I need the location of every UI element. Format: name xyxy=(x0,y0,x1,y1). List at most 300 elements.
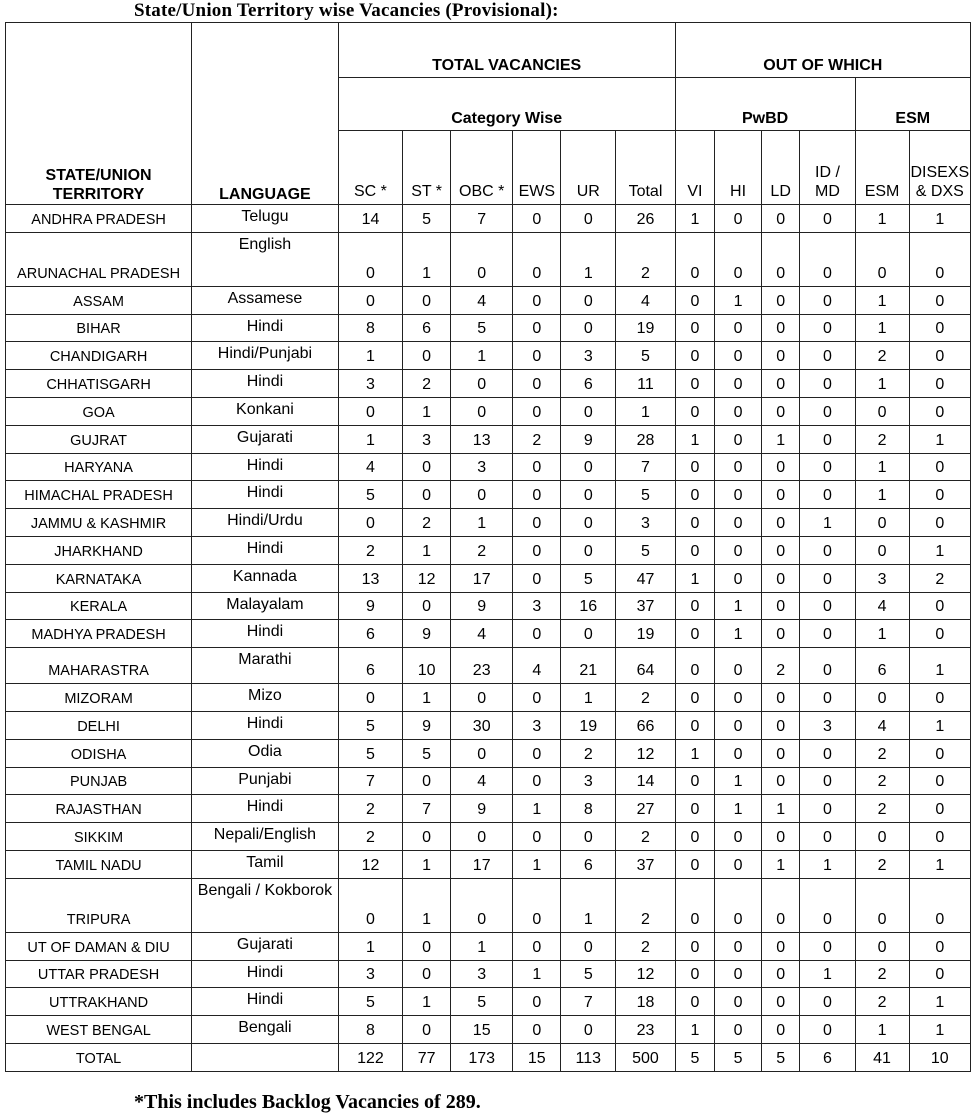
value-cell: 1 xyxy=(761,425,799,453)
value-cell: 0 xyxy=(675,509,715,537)
value-cell: 0 xyxy=(761,205,799,233)
value-cell: 0 xyxy=(855,684,909,712)
value-cell: 0 xyxy=(338,878,402,932)
value-cell: 7 xyxy=(561,988,616,1016)
value-cell: 9 xyxy=(338,592,402,620)
value-cell: 0 xyxy=(675,850,715,878)
state-cell: ARUNACHAL PRADESH xyxy=(6,232,192,286)
value-cell: 1 xyxy=(855,481,909,509)
value-cell: 1 xyxy=(715,767,762,795)
value-cell: 0 xyxy=(715,684,762,712)
value-cell: 0 xyxy=(513,739,561,767)
value-cell: 1 xyxy=(675,1016,715,1044)
language-cell: Malayalam xyxy=(192,592,339,620)
state-cell: UTTRAKHAND xyxy=(6,988,192,1016)
value-cell: 9 xyxy=(451,592,513,620)
value-cell: 0 xyxy=(513,988,561,1016)
value-cell: 2 xyxy=(855,850,909,878)
value-cell: 0 xyxy=(715,425,762,453)
language-cell: Odia xyxy=(192,739,339,767)
value-cell: 3 xyxy=(338,960,402,988)
table-row xyxy=(6,592,971,620)
value-cell: 0 xyxy=(675,960,715,988)
value-cell: 0 xyxy=(675,648,715,684)
value-cell: 3 xyxy=(451,453,513,481)
value-cell: 5 xyxy=(675,1043,715,1071)
value-cell: 0 xyxy=(561,286,616,314)
value-cell: 1 xyxy=(909,205,970,233)
value-cell: 0 xyxy=(675,620,715,648)
value-cell: 5 xyxy=(761,1043,799,1071)
value-cell: 27 xyxy=(616,795,675,823)
value-cell: 0 xyxy=(761,739,799,767)
value-cell: 10 xyxy=(403,648,451,684)
value-cell: 0 xyxy=(715,878,762,932)
value-cell: 2 xyxy=(561,739,616,767)
language-cell: Mizo xyxy=(192,684,339,712)
table-row xyxy=(6,205,971,233)
language-cell: Assamese xyxy=(192,286,339,314)
language-cell: Hindi xyxy=(192,314,339,342)
value-cell: 4 xyxy=(855,711,909,739)
value-cell: 1 xyxy=(616,397,675,425)
column-header: LD xyxy=(761,131,799,205)
state-cell: MADHYA PRADESH xyxy=(6,620,192,648)
value-cell: 1 xyxy=(909,425,970,453)
value-cell: 0 xyxy=(675,795,715,823)
value-cell: 9 xyxy=(403,620,451,648)
value-cell: 1 xyxy=(909,850,970,878)
value-cell: 0 xyxy=(715,342,762,370)
value-cell: 1 xyxy=(403,397,451,425)
column-header: VI xyxy=(675,131,715,205)
value-cell: 0 xyxy=(761,1016,799,1044)
value-cell: 1 xyxy=(715,592,762,620)
value-cell: 0 xyxy=(909,684,970,712)
value-cell: 1 xyxy=(675,739,715,767)
value-cell: 21 xyxy=(561,648,616,684)
value-cell: 0 xyxy=(513,823,561,851)
language-cell: Hindi xyxy=(192,453,339,481)
value-cell: 0 xyxy=(909,342,970,370)
value-cell: 0 xyxy=(715,205,762,233)
value-cell: 0 xyxy=(800,988,855,1016)
value-cell: 1 xyxy=(855,314,909,342)
language-cell: Hindi/Urdu xyxy=(192,509,339,537)
column-header: Total xyxy=(616,131,675,205)
value-cell: 11 xyxy=(616,370,675,398)
value-cell: 1 xyxy=(855,1016,909,1044)
value-cell: 0 xyxy=(403,453,451,481)
value-cell: 8 xyxy=(561,795,616,823)
value-cell: 17 xyxy=(451,850,513,878)
value-cell: 0 xyxy=(675,370,715,398)
value-cell: 0 xyxy=(513,564,561,592)
value-cell: 3 xyxy=(513,592,561,620)
language-cell: Konkani xyxy=(192,397,339,425)
value-cell: 0 xyxy=(800,232,855,286)
state-cell: UTTAR PRADESH xyxy=(6,960,192,988)
value-cell: 6 xyxy=(561,370,616,398)
value-cell: 0 xyxy=(761,620,799,648)
total-row xyxy=(6,1043,971,1071)
value-cell: 0 xyxy=(513,509,561,537)
value-cell: 0 xyxy=(451,481,513,509)
value-cell: 0 xyxy=(338,397,402,425)
value-cell: 7 xyxy=(616,453,675,481)
value-cell: 0 xyxy=(909,481,970,509)
category-wise-header: Category Wise xyxy=(338,78,675,131)
value-cell: 14 xyxy=(338,205,402,233)
value-cell: 2 xyxy=(338,823,402,851)
value-cell: 0 xyxy=(715,564,762,592)
value-cell: 0 xyxy=(338,509,402,537)
state-cell: PUNJAB xyxy=(6,767,192,795)
value-cell: 1 xyxy=(403,850,451,878)
value-cell: 3 xyxy=(338,370,402,398)
value-cell: 0 xyxy=(513,767,561,795)
value-cell: 0 xyxy=(715,850,762,878)
value-cell: 7 xyxy=(338,767,402,795)
value-cell: 0 xyxy=(761,397,799,425)
value-cell: 0 xyxy=(715,453,762,481)
value-cell: 0 xyxy=(761,286,799,314)
value-cell: 0 xyxy=(855,823,909,851)
value-cell: 0 xyxy=(403,960,451,988)
value-cell: 0 xyxy=(800,205,855,233)
value-cell: 0 xyxy=(403,767,451,795)
table-row xyxy=(6,536,971,564)
value-cell: 1 xyxy=(561,684,616,712)
value-cell: 1 xyxy=(513,795,561,823)
column-header: DISEXS & DXS xyxy=(909,131,970,205)
value-cell: 0 xyxy=(800,342,855,370)
value-cell: 12 xyxy=(338,850,402,878)
value-cell: 5 xyxy=(338,711,402,739)
value-cell: 0 xyxy=(675,342,715,370)
value-cell: 37 xyxy=(616,850,675,878)
value-cell: 0 xyxy=(403,481,451,509)
value-cell: 0 xyxy=(675,536,715,564)
value-cell: 7 xyxy=(403,795,451,823)
value-cell: 5 xyxy=(451,314,513,342)
value-cell: 2 xyxy=(338,795,402,823)
value-cell: 37 xyxy=(616,592,675,620)
value-cell: 64 xyxy=(616,648,675,684)
state-cell: ANDHRA PRADESH xyxy=(6,205,192,233)
state-cell: UT OF DAMAN & DIU xyxy=(6,932,192,960)
language-cell: Hindi xyxy=(192,370,339,398)
value-cell: 6 xyxy=(338,620,402,648)
state-cell: CHHATISGARH xyxy=(6,370,192,398)
value-cell: 1 xyxy=(855,453,909,481)
value-cell: 0 xyxy=(675,988,715,1016)
value-cell: 0 xyxy=(451,370,513,398)
table-row xyxy=(6,232,971,286)
value-cell: 0 xyxy=(761,370,799,398)
value-cell: 0 xyxy=(403,592,451,620)
value-cell: 0 xyxy=(675,878,715,932)
value-cell: 0 xyxy=(909,232,970,286)
value-cell: 0 xyxy=(909,932,970,960)
value-cell: 1 xyxy=(855,286,909,314)
value-cell: 1 xyxy=(561,878,616,932)
value-cell: 6 xyxy=(800,1043,855,1071)
value-cell: 4 xyxy=(451,767,513,795)
value-cell: 13 xyxy=(338,564,402,592)
value-cell: 0 xyxy=(800,536,855,564)
value-cell: 19 xyxy=(616,620,675,648)
value-cell: 0 xyxy=(675,481,715,509)
value-cell: 5 xyxy=(403,205,451,233)
value-cell: 0 xyxy=(761,988,799,1016)
language-cell: Kannada xyxy=(192,564,339,592)
state-cell: JAMMU & KASHMIR xyxy=(6,509,192,537)
value-cell: 3 xyxy=(513,711,561,739)
value-cell: 0 xyxy=(561,932,616,960)
value-cell: 0 xyxy=(761,960,799,988)
state-cell: GOA xyxy=(6,397,192,425)
value-cell: 0 xyxy=(715,481,762,509)
table-row xyxy=(6,564,971,592)
state-cell: DELHI xyxy=(6,711,192,739)
value-cell: 15 xyxy=(451,1016,513,1044)
value-cell: 17 xyxy=(451,564,513,592)
value-cell: 113 xyxy=(561,1043,616,1071)
value-cell: 2 xyxy=(616,932,675,960)
value-cell: 0 xyxy=(761,823,799,851)
value-cell: 0 xyxy=(675,286,715,314)
value-cell: 0 xyxy=(513,684,561,712)
language-cell: Hindi/Punjabi xyxy=(192,342,339,370)
value-cell: 0 xyxy=(855,536,909,564)
value-cell: 0 xyxy=(761,684,799,712)
value-cell: 2 xyxy=(855,960,909,988)
value-cell: 0 xyxy=(909,592,970,620)
table-row xyxy=(6,481,971,509)
table-row xyxy=(6,1016,971,1044)
value-cell: 1 xyxy=(761,795,799,823)
value-cell: 3 xyxy=(855,564,909,592)
value-cell: 1 xyxy=(338,342,402,370)
value-cell: 0 xyxy=(715,648,762,684)
value-cell: 2 xyxy=(855,767,909,795)
value-cell: 0 xyxy=(715,932,762,960)
language-column-header: LANGUAGE xyxy=(192,23,339,205)
table-row xyxy=(6,509,971,537)
value-cell: 0 xyxy=(800,453,855,481)
value-cell: 0 xyxy=(675,453,715,481)
value-cell: 1 xyxy=(403,232,451,286)
language-cell: Hindi xyxy=(192,795,339,823)
value-cell: 0 xyxy=(561,1016,616,1044)
value-cell: 3 xyxy=(403,425,451,453)
value-cell: 0 xyxy=(451,823,513,851)
value-cell: 0 xyxy=(561,620,616,648)
value-cell: 0 xyxy=(761,767,799,795)
value-cell: 2 xyxy=(855,988,909,1016)
value-cell: 1 xyxy=(561,232,616,286)
value-cell: 0 xyxy=(513,932,561,960)
value-cell: 0 xyxy=(715,988,762,1016)
value-cell: 6 xyxy=(561,850,616,878)
value-cell: 0 xyxy=(800,314,855,342)
value-cell: 0 xyxy=(338,684,402,712)
value-cell: 0 xyxy=(715,397,762,425)
state-cell: HIMACHAL PRADESH xyxy=(6,481,192,509)
value-cell: 0 xyxy=(675,823,715,851)
state-cell: JHARKHAND xyxy=(6,536,192,564)
value-cell: 0 xyxy=(561,509,616,537)
language-cell: Hindi xyxy=(192,620,339,648)
value-cell: 0 xyxy=(800,425,855,453)
value-cell: 1 xyxy=(761,850,799,878)
value-cell: 0 xyxy=(761,932,799,960)
state-cell: TAMIL NADU xyxy=(6,850,192,878)
value-cell: 18 xyxy=(616,988,675,1016)
value-cell: 1 xyxy=(675,425,715,453)
language-cell: Marathi xyxy=(192,648,339,684)
value-cell: 0 xyxy=(715,711,762,739)
state-cell: RAJASTHAN xyxy=(6,795,192,823)
column-header: ST * xyxy=(403,131,451,205)
value-cell: 13 xyxy=(451,425,513,453)
value-cell: 5 xyxy=(338,739,402,767)
value-cell: 0 xyxy=(403,1016,451,1044)
value-cell: 28 xyxy=(616,425,675,453)
value-cell: 0 xyxy=(909,767,970,795)
value-cell: 0 xyxy=(715,960,762,988)
value-cell: 1 xyxy=(338,932,402,960)
value-cell: 0 xyxy=(761,509,799,537)
value-cell: 173 xyxy=(451,1043,513,1071)
value-cell: 0 xyxy=(909,823,970,851)
value-cell: 0 xyxy=(855,397,909,425)
table-row xyxy=(6,711,971,739)
value-cell: 6 xyxy=(338,648,402,684)
value-cell: 2 xyxy=(616,878,675,932)
value-cell: 7 xyxy=(451,205,513,233)
value-cell: 0 xyxy=(513,342,561,370)
total-vacancies-header: TOTAL VACANCIES xyxy=(338,23,675,78)
table-row xyxy=(6,850,971,878)
vacancies-table xyxy=(5,22,971,1072)
value-cell: 0 xyxy=(451,878,513,932)
value-cell: 0 xyxy=(403,286,451,314)
value-cell: 0 xyxy=(800,878,855,932)
table-row xyxy=(6,878,971,932)
value-cell: 0 xyxy=(909,314,970,342)
value-cell: 8 xyxy=(338,314,402,342)
value-cell: 0 xyxy=(561,823,616,851)
value-cell: 1 xyxy=(800,850,855,878)
value-cell: 0 xyxy=(513,481,561,509)
state-cell: ASSAM xyxy=(6,286,192,314)
value-cell: 0 xyxy=(761,564,799,592)
value-cell: 0 xyxy=(909,960,970,988)
value-cell: 1 xyxy=(855,620,909,648)
column-header: ESM xyxy=(855,131,909,205)
value-cell: 1 xyxy=(338,425,402,453)
value-cell: 1 xyxy=(513,850,561,878)
table-row xyxy=(6,823,971,851)
value-cell: 2 xyxy=(616,684,675,712)
value-cell: 0 xyxy=(451,397,513,425)
value-cell: 15 xyxy=(513,1043,561,1071)
value-cell: 23 xyxy=(616,1016,675,1044)
value-cell: 1 xyxy=(403,878,451,932)
table-row xyxy=(6,684,971,712)
value-cell: 0 xyxy=(909,397,970,425)
value-cell: 0 xyxy=(800,795,855,823)
value-cell: 0 xyxy=(513,370,561,398)
table-row xyxy=(6,988,971,1016)
value-cell: 9 xyxy=(561,425,616,453)
language-cell: Hindi xyxy=(192,536,339,564)
value-cell: 0 xyxy=(715,536,762,564)
value-cell: 19 xyxy=(616,314,675,342)
value-cell: 4 xyxy=(451,620,513,648)
value-cell: 3 xyxy=(561,767,616,795)
value-cell: 47 xyxy=(616,564,675,592)
value-cell: 4 xyxy=(513,648,561,684)
value-cell: 1 xyxy=(451,509,513,537)
value-cell: 4 xyxy=(616,286,675,314)
value-cell: 1 xyxy=(513,960,561,988)
value-cell: 0 xyxy=(338,286,402,314)
value-cell: 0 xyxy=(451,739,513,767)
value-cell: 0 xyxy=(909,795,970,823)
value-cell: 0 xyxy=(451,232,513,286)
value-cell: 1 xyxy=(675,205,715,233)
value-cell: 2 xyxy=(855,795,909,823)
value-cell: 0 xyxy=(513,314,561,342)
value-cell: 0 xyxy=(909,509,970,537)
value-cell: 0 xyxy=(761,878,799,932)
value-cell: 0 xyxy=(513,286,561,314)
value-cell: 0 xyxy=(561,314,616,342)
value-cell: 1 xyxy=(715,286,762,314)
pwbd-header: PwBD xyxy=(675,78,855,131)
value-cell: 0 xyxy=(675,397,715,425)
value-cell: 0 xyxy=(513,1016,561,1044)
value-cell: 0 xyxy=(761,481,799,509)
value-cell: 5 xyxy=(561,564,616,592)
value-cell: 8 xyxy=(338,1016,402,1044)
value-cell: 1 xyxy=(675,564,715,592)
value-cell: 2 xyxy=(855,739,909,767)
value-cell: 41 xyxy=(855,1043,909,1071)
value-cell: 0 xyxy=(800,767,855,795)
value-cell: 2 xyxy=(616,823,675,851)
value-cell: 0 xyxy=(909,453,970,481)
value-cell: 3 xyxy=(561,342,616,370)
value-cell: 5 xyxy=(561,960,616,988)
state-cell: MIZORAM xyxy=(6,684,192,712)
state-cell: KARNATAKA xyxy=(6,564,192,592)
language-cell: Tamil xyxy=(192,850,339,878)
value-cell: 0 xyxy=(675,592,715,620)
state-cell: BIHAR xyxy=(6,314,192,342)
value-cell: 4 xyxy=(451,286,513,314)
value-cell: 0 xyxy=(800,592,855,620)
table-row xyxy=(6,648,971,684)
value-cell: 0 xyxy=(675,314,715,342)
value-cell: 14 xyxy=(616,767,675,795)
value-cell: 0 xyxy=(800,620,855,648)
value-cell: 0 xyxy=(561,481,616,509)
column-header: SC * xyxy=(338,131,402,205)
